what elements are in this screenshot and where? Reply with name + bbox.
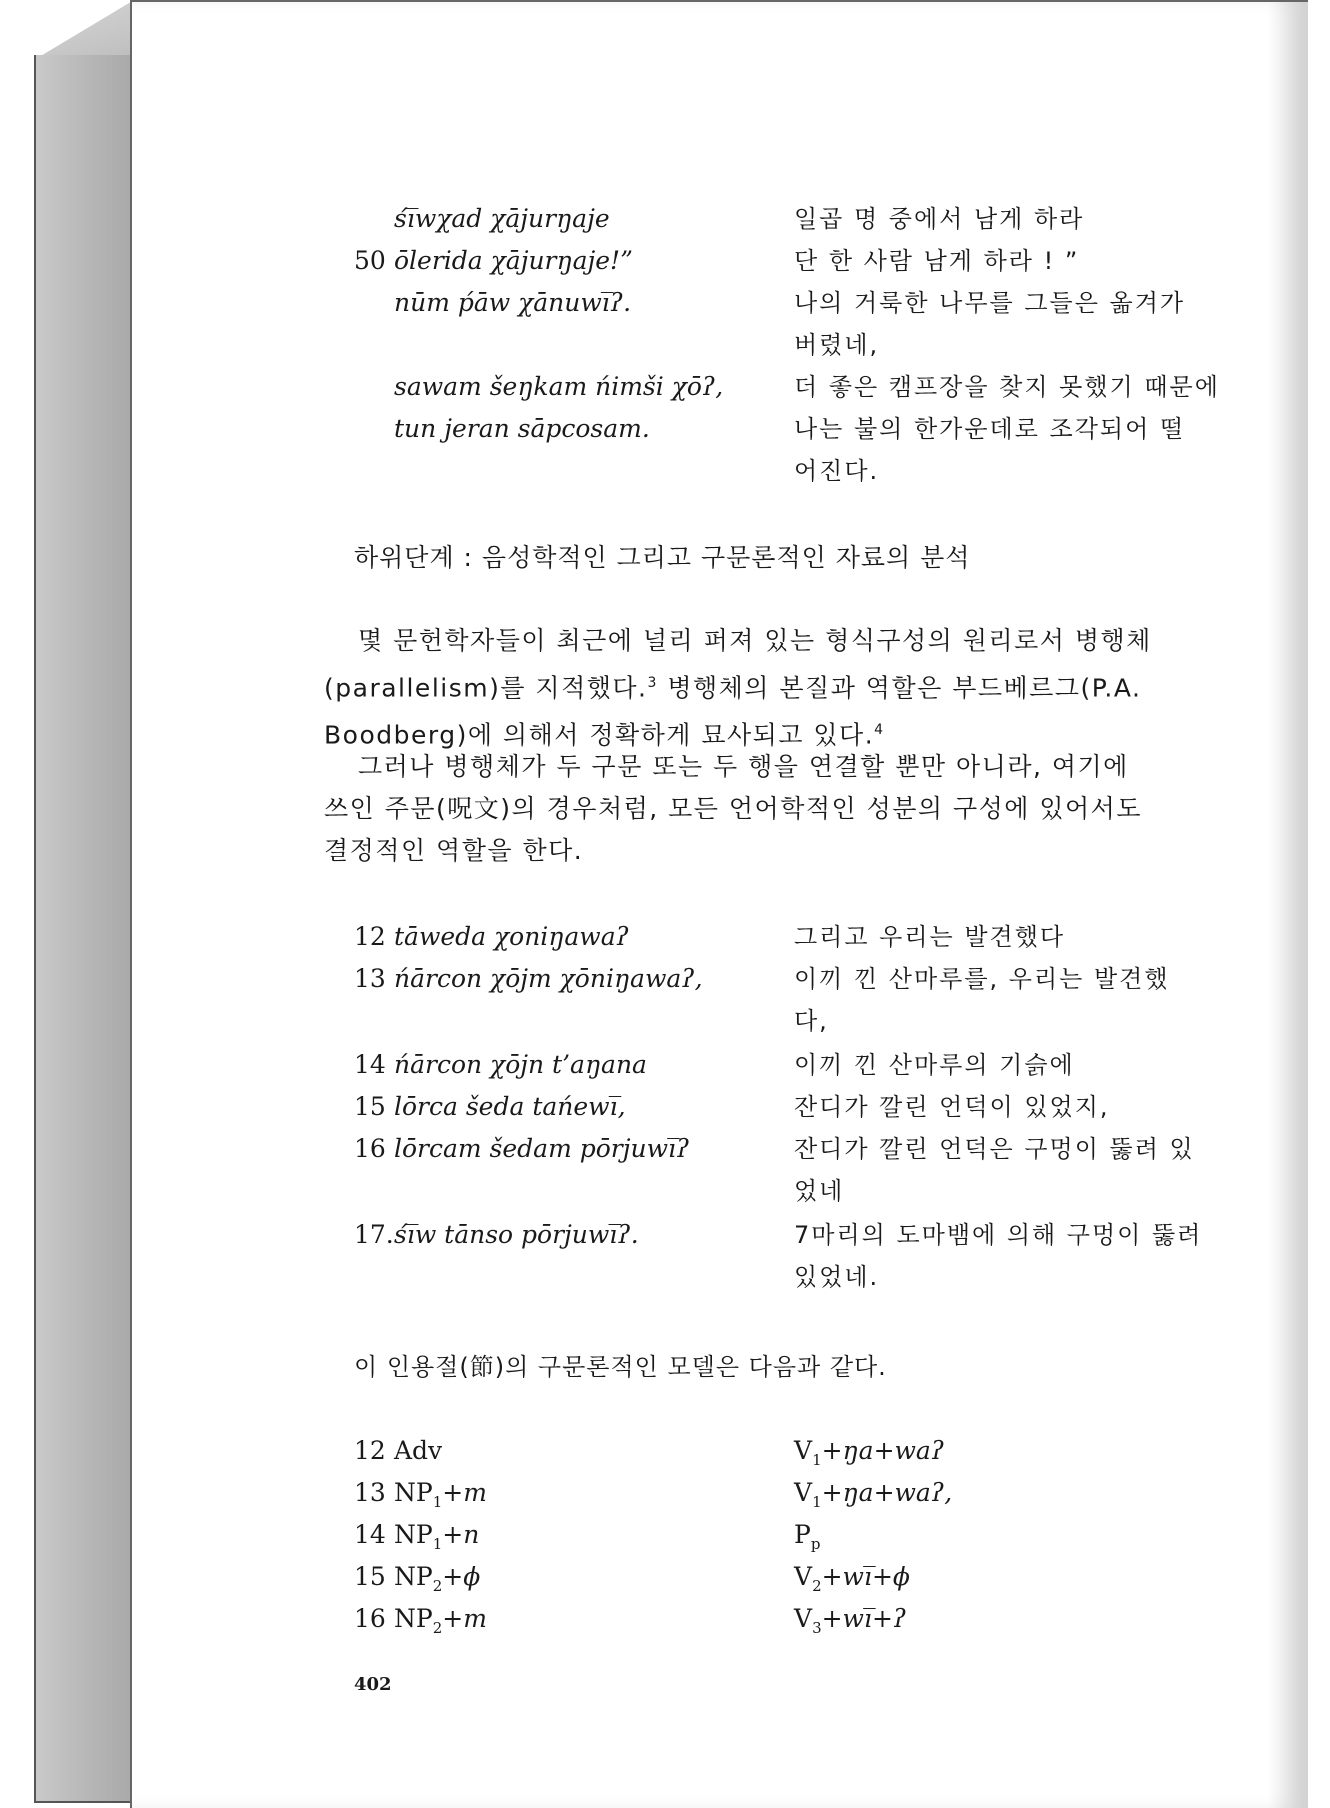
translation-text: 있었네.	[794, 1263, 880, 1291]
book-page	[130, 0, 1308, 1808]
model-left-text: Adv	[394, 1436, 443, 1465]
section-heading: 하위단계 : 음성학적인 그리고 구문론적인 자료의 분석	[354, 543, 971, 572]
paragraph-line: 몇 문헌학자들이 최근에 널리 퍼져 있는 형식구성의 원리로서 병행체	[358, 626, 1152, 655]
source-text: lōrcam šedam pōrjuwi̅ʔ	[394, 1134, 690, 1163]
model-right-base: P	[794, 1520, 811, 1549]
line-number: 15	[354, 1562, 386, 1591]
line-number: 14	[354, 1520, 386, 1549]
book-top-edge	[34, 0, 134, 60]
source-text: ōlerida χājurŋaje!”	[394, 246, 633, 275]
paragraph-line: 쓰인 주문(呪文)의 경우처럼, 모든 언어학적인 성분의 구성에 있어서도	[324, 794, 1142, 823]
model-right-sub: p	[810, 1535, 821, 1553]
model-right-sub: 1	[812, 1451, 822, 1469]
model-right-rest: +ŋa+waʔ,	[821, 1478, 953, 1507]
model-left-rest: +m	[442, 1604, 487, 1633]
model-left-rest: +ϕ	[442, 1562, 481, 1591]
model-right-sub: 1	[812, 1493, 822, 1511]
source-text: ńārcon χōjm χōniŋawaʔ,	[394, 964, 703, 993]
translation-text: 7마리의 도마뱀에 의해 구멍이 뚫려	[794, 1221, 1203, 1249]
paragraph-line	[324, 662, 1260, 709]
source-text: ńārcon χōjn t’aŋana	[394, 1050, 647, 1079]
footnote-ref: 3	[647, 675, 658, 691]
translation-text: 었네	[794, 1177, 845, 1205]
paragraph-text: Boodberg)에 의해서 정확하게 묘사되고 있다.	[324, 720, 875, 750]
line-number: 12	[354, 922, 386, 951]
model-left-rest: +n	[442, 1520, 480, 1549]
book-spine	[34, 55, 136, 1803]
model-left-sub: 1	[432, 1535, 443, 1553]
translation-text: 나의 거룩한 나무를 그들은 옮겨가	[794, 289, 1186, 317]
source-text: śi̅w tānso pōrjuwi̅ʔ.	[394, 1220, 639, 1249]
source-text: nūm ṕāw χānuwi̅ʔ.	[394, 288, 632, 317]
translation-text: 잔디가 깔린 언덕은 구멍이 뚫려 있	[794, 1135, 1195, 1163]
page-number: 402	[354, 1674, 392, 1695]
model-right-rest: +wi̅+ϕ	[821, 1562, 910, 1591]
model-right-sub: 2	[812, 1577, 822, 1595]
paragraph-1	[324, 620, 1260, 750]
line-number: 15	[354, 1092, 386, 1121]
paragraph-line: 그러나 병행체가 두 구문 또는 두 행을 연결할 뿐만 아니라, 여기에	[358, 752, 1129, 781]
source-text: lōrca šeda tańewi̅,	[394, 1092, 626, 1121]
line-number: 16	[354, 1134, 386, 1163]
model-left	[394, 1430, 442, 1472]
line-number: 50	[354, 246, 386, 275]
paragraph-2	[324, 746, 1260, 876]
translation-text: 단 한 사람 남게 하라 ! ”	[794, 247, 1080, 275]
model-intro: 이 인용절(節)의 구문론적인 모델은 다음과 같다.	[354, 1353, 887, 1381]
model-right-sub: 3	[812, 1619, 822, 1637]
source-text: tāweda χoniŋawaʔ	[394, 922, 630, 951]
translation-text: 이끼 낀 산마루를, 우리는 발견했	[794, 965, 1170, 993]
translation-text: 나는 불의 한가운데로 조각되어 떨	[794, 415, 1186, 443]
line-number: 12	[354, 1436, 386, 1465]
model-left-sub: 2	[432, 1577, 443, 1595]
translation-text: 다,	[794, 1007, 829, 1035]
model-right-base: V	[794, 1604, 813, 1633]
model-left-sub: 2	[432, 1619, 443, 1637]
model-right	[794, 1598, 906, 1649]
source-text: tun jeran sāpcosam.	[394, 414, 650, 443]
model-right-base: V	[794, 1436, 813, 1465]
source-text: sawam šeŋkam ńimši χōʔ,	[394, 372, 724, 401]
translation-text: 버렸네,	[794, 331, 880, 359]
translation-text: 잔디가 깔린 언덕이 있었지,	[794, 1093, 1110, 1121]
model-right-rest: +wi̅+ʔ	[821, 1604, 907, 1633]
model-left-text: NP	[394, 1478, 433, 1507]
model-left-sub: 1	[432, 1493, 443, 1511]
paragraph-text: (parallelism)를 지적했다.	[324, 673, 648, 703]
model-left	[394, 1598, 487, 1649]
model-right-base: V	[794, 1562, 813, 1591]
paragraph-text: 병행체의 본질과 역할은 부드베르그(P.A.	[657, 673, 1142, 703]
source-text: śi̅wχad χājurŋaje	[394, 204, 610, 233]
page-content	[132, 2, 1308, 1808]
model-right-base: V	[794, 1478, 813, 1507]
translation-text: 어진다.	[794, 457, 880, 485]
translation-text: 일곱 명 중에서 남게 하라	[794, 205, 1085, 233]
translation-text: 그리고 우리는 발견했다	[794, 923, 1066, 951]
translation-text: 이끼 낀 산마루의 기슭에	[794, 1051, 1075, 1079]
line-number: 14	[354, 1050, 386, 1079]
model-left-rest: +m	[442, 1478, 487, 1507]
line-number: 13	[354, 964, 386, 993]
line-number: 13	[354, 1478, 386, 1507]
model-left-text: NP	[394, 1562, 433, 1591]
model-right-rest: +ŋa+waʔ	[821, 1436, 945, 1465]
line-number: 16	[354, 1604, 386, 1633]
footnote-ref: 4	[874, 722, 885, 739]
paragraph-line: 결정적인 역할을 한다.	[324, 836, 584, 865]
model-left-text: NP	[394, 1520, 433, 1549]
model-left-text: NP	[394, 1604, 433, 1633]
line-number: 17.	[354, 1220, 394, 1249]
translation-text: 더 좋은 캠프장을 찾지 못했기 때문에	[794, 373, 1220, 401]
